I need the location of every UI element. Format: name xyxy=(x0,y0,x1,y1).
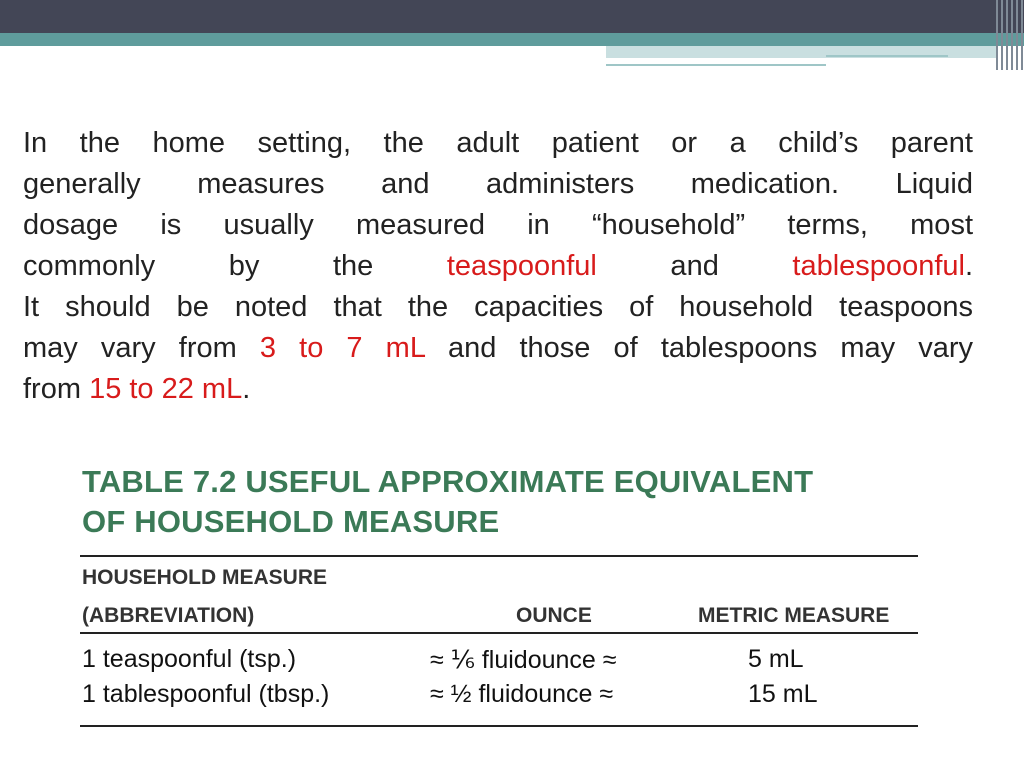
table-rule-bottom xyxy=(80,725,918,727)
highlight-tablespoon-range: 15 to 22 mL xyxy=(89,373,243,405)
table-title-line: OF HOUSEHOLD MEASURE xyxy=(82,504,500,539)
paragraph-line: It should be noted that the capacities of household teaspoons xyxy=(23,291,973,323)
table-rule-top xyxy=(80,555,918,557)
header-abbreviation: (ABBREVIATION) xyxy=(82,604,255,627)
highlight-tablespoonful: tablespoonful xyxy=(792,250,965,282)
header-metric-measure: METRIC MEASURE xyxy=(698,604,890,627)
paragraph-line: commonly by the teaspoonful and tablespoonful. xyxy=(23,250,974,282)
row-ounce: ≈ ⅙ fluidounce ≈ xyxy=(430,646,617,674)
paragraph-line: generally measures and administers medication. Liquid xyxy=(23,168,973,200)
slide-header-bar xyxy=(0,0,1024,33)
row-measure: 1 tablespoonful (tbsp.) xyxy=(82,680,330,708)
row-measure: 1 teaspoonful (tsp.) xyxy=(82,645,297,673)
row-ounce: ≈ ½ fluidounce ≈ xyxy=(430,680,614,708)
row-metric: 5 mL xyxy=(748,645,804,673)
slide-header-line xyxy=(826,55,948,57)
body-paragraph xyxy=(23,123,973,410)
header-ounce: OUNCE xyxy=(516,604,592,627)
highlight-teaspoonful: teaspoonful xyxy=(446,250,597,282)
header-household-measure: HOUSEHOLD MEASURE xyxy=(82,566,328,589)
table-rule-header xyxy=(80,632,918,634)
row-metric: 15 mL xyxy=(748,680,818,708)
paragraph-line: may vary from 3 to 7 mL and those of tablespoons may vary xyxy=(23,332,974,364)
table-title-line: TABLE 7.2 USEFUL APPROXIMATE EQUIVALENT xyxy=(82,464,814,499)
paragraph-line: In the home setting, the adult patient or a child’s parent xyxy=(23,127,973,159)
table-title xyxy=(82,462,922,542)
slide-header-line xyxy=(606,64,826,66)
slide-header-band xyxy=(0,33,1024,46)
paragraph-line: from 15 to 22 mL. xyxy=(23,373,251,405)
slide-header-stripes xyxy=(994,0,1024,70)
highlight-teaspoon-range: 3 to 7 mL xyxy=(259,332,425,364)
paragraph-line: dosage is usually measured in “household” terms, most xyxy=(23,209,973,241)
